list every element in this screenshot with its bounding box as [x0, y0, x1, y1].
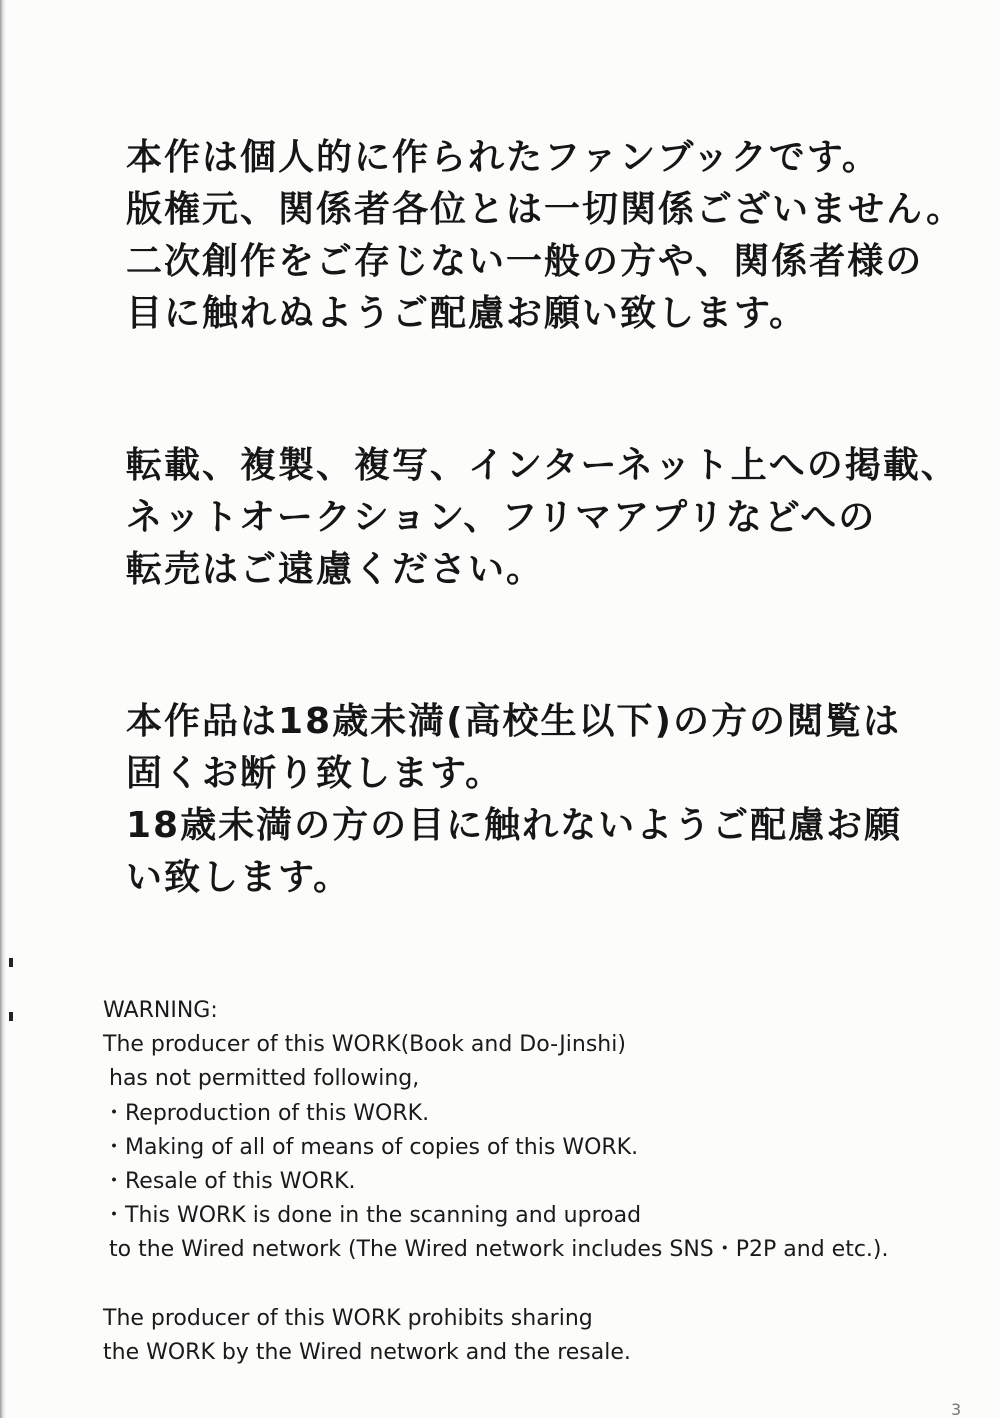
jp-paragraph-reprint-notice	[126, 440, 986, 596]
jp-line: 転売はご遠慮ください。	[126, 549, 545, 590]
scan-edge-mark	[9, 1012, 13, 1021]
closing-line: The producer of this WORK prohibits sharing	[103, 1306, 593, 1331]
warning-line: The producer of this WORK(Book and Do-Jinshi)	[103, 1032, 626, 1058]
jp-paragraph-age-notice	[126, 696, 986, 904]
english-closing-statement	[103, 1302, 983, 1370]
jp-line: 二次創作をご存じない一般の方や、関係者様の	[126, 241, 924, 282]
jp-line: 固くお断り致します。	[126, 753, 504, 794]
jp-line: 本作は個人的に作られたファンブックです。	[126, 137, 880, 178]
jp-line: 転載、複製、複写、インターネット上への掲載、	[126, 445, 959, 486]
closing-line: the WORK by the Wired network and the resale.	[103, 1340, 631, 1366]
jp-line: 本作品は18歳未満(高校生以下)の方の閲覧は	[126, 701, 902, 742]
page-number: 3	[951, 1400, 962, 1418]
scan-binding-edge	[0, 0, 6, 1418]
jp-line: い致します。	[126, 857, 352, 898]
warning-line: ・This WORK is done in the scanning and uproad	[103, 1203, 642, 1229]
warning-line: to the Wired network (The Wired network includes SNS・P2P and etc.).	[109, 1237, 889, 1263]
jp-paragraph-fanbook-notice	[126, 132, 986, 340]
jp-line: ネットオークション、フリマアプリなどへの	[126, 497, 877, 538]
jp-line: 目に触れぬようご配慮お願い致します。	[126, 293, 808, 334]
jp-line: 18歳未満の方の目に触れないようご配慮お願	[126, 805, 903, 846]
english-warning	[103, 994, 983, 1268]
warning-line: ・Reproduction of this WORK.	[103, 1100, 430, 1126]
jp-line: 版権元、関係者各位とは一切関係ございません。	[126, 189, 965, 230]
warning-line: has not permitted following,	[109, 1066, 420, 1092]
warning-line: ・Making of all of means of copies of this WORK.	[103, 1134, 639, 1160]
warning-line: ・Resale of this WORK.	[103, 1169, 356, 1195]
scan-edge-mark	[9, 958, 13, 967]
warning-heading: WARNING:	[103, 998, 218, 1023]
